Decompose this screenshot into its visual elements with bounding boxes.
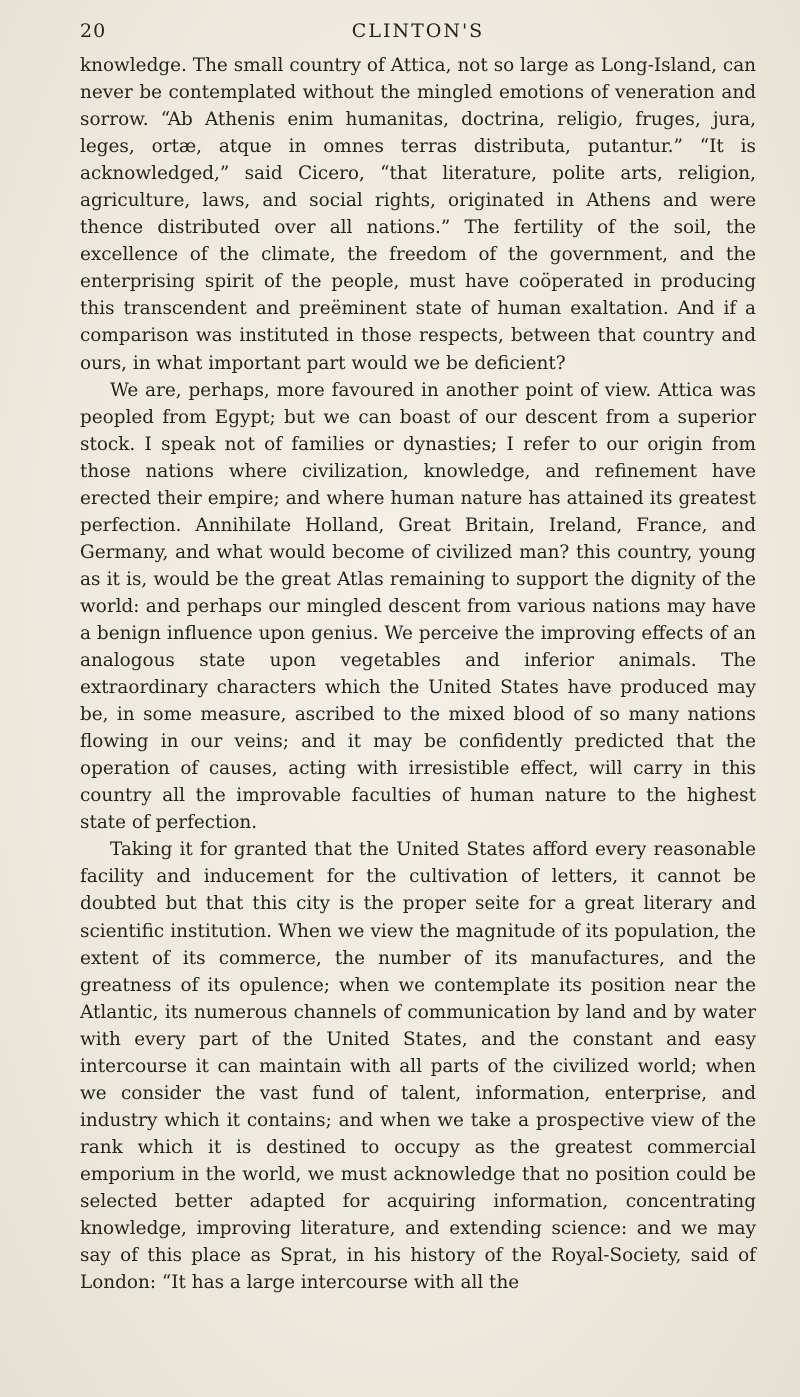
- paragraph-descent: We are, perhaps, more favoured in another point of view. Attica was peopled from Egypt; but we can boast of our descent from a superior stock. I speak not of families or dynasties; I refer to our origin from those nations where civilization, knowledge, and refinement have erected their empire; and where human nature has attained its greatest perfection. Annihilate Holland, Great Britain, Ireland, France, and Germany, and what would become of civilized man? this country, young as it is, would be the great Atlas remaining to support the dignity of the world: and perhaps our mingled descent from various nations may have a benign influence upon genius. We perceive the improving effects of an analogous state upon vegetables and inferior animals. The extraordinary characters which the United States have produced may be, in some measure, ascribed to the mixed blood of so many nations flowing in our veins; and it may be confidently predicted that the operation of causes, acting with irresistible effect, will carry in this country all the improvable faculties of human nature to the highest state of perfection.: [80, 379, 756, 834]
- paragraph-attica: knowledge. The small country of Attica, not so large as Long-Island, can never be contemplated without the mingled emotions of veneration and sorrow. “Ab Athenis enim humanitas, doctrina, religio, fruges, jura, leges, ortæ, atque in omnes terras distributa, putantur.” “It is acknowledged,” said Cicero, “that literature, polite arts, religion, agriculture, laws, and social rights, originated in Athens and were thence distributed over all nations.” The fertility of the soil, the excellence of the climate, the freedom of the government, and the enterprising spirit of the people, must have coöperated in producing this transcendent and preëminent state of human exaltation. And if a comparison was instituted in those respects, between that country and ours, in what important part would we be deficient?: [80, 55, 756, 374]
- body-text: [80, 52, 756, 1296]
- page-number: 20: [80, 20, 107, 42]
- running-header: [80, 20, 756, 44]
- running-title: CLINTON'S: [351, 20, 485, 42]
- paragraph-institution: Taking it for granted that the United States afford every reasonable facility and inducement for the cultivation of letters, it cannot be doubted but that this city is the proper seite for a great literary and scientific institution. When we view the magnitude of its population, the extent of its commerce, the number of its manufactures, and the greatness of its opulence; when we contemplate its position near the Atlantic, its numerous channels of communication by land and by water with every part of the United States, and the constant and easy intercourse it can maintain with all parts of the civilized world; when we consider the vast fund of talent, information, enterprise, and industry which it contains; and when we take a prospective view of the rank which it is destined to occupy as the greatest commercial emporium in the world, we must acknowledge that no position could be selected better adapted for acquiring information, concentrating knowledge, improving literature, and extending science: and we may say of this place as Sprat, in his history of the Royal-Society, said of London: “It has a large intercourse with all the: [80, 839, 756, 1294]
